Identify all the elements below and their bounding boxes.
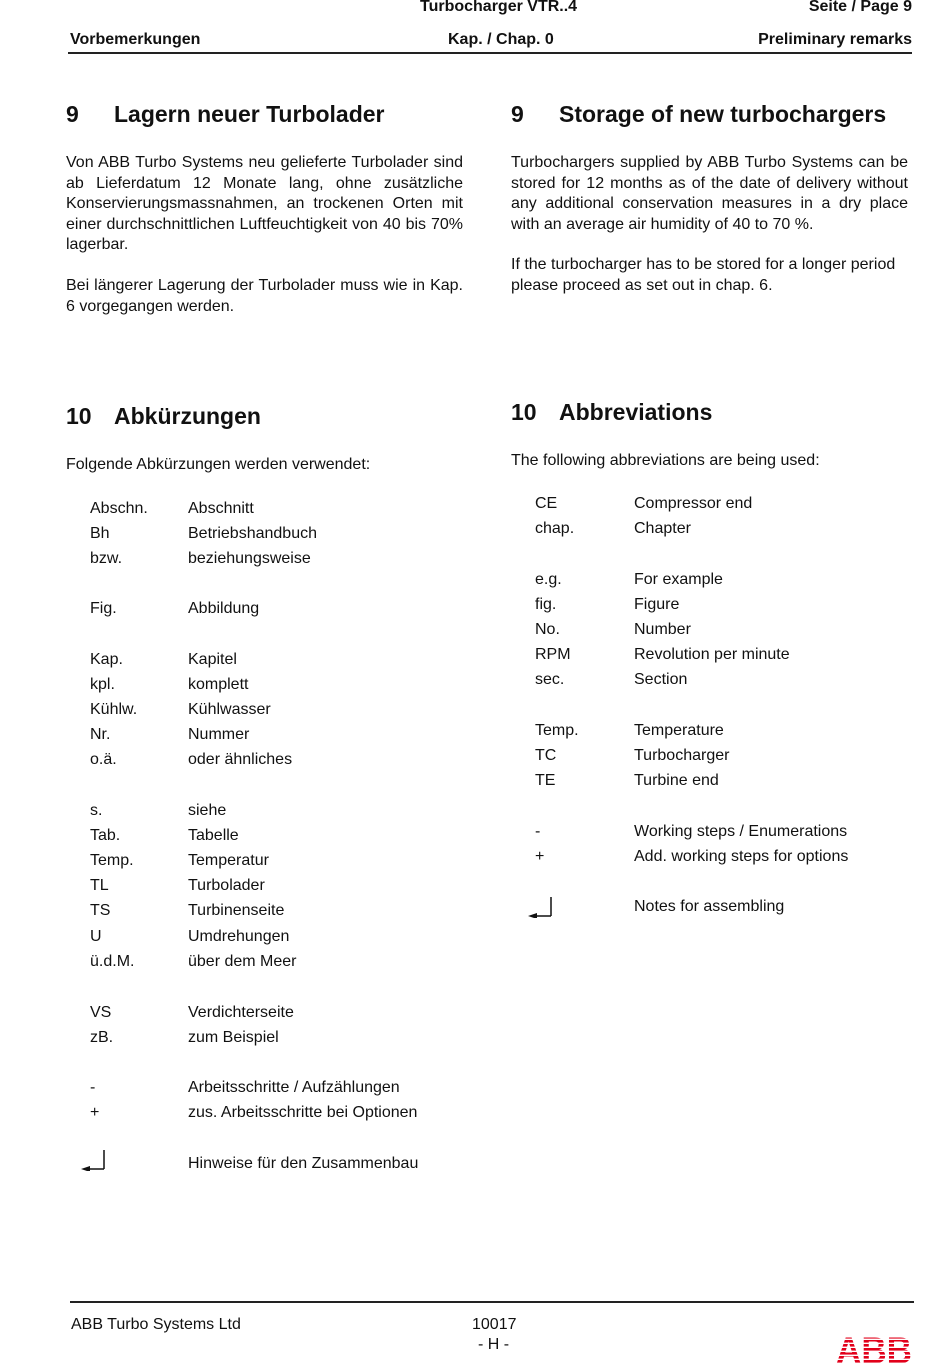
abbreviation: +: [90, 1104, 100, 1121]
abbreviation: kpl.: [90, 676, 115, 693]
list-item: [90, 1003, 470, 1023]
list-item: [90, 599, 470, 619]
abbreviations-intro-en: The following abbreviations are being used:: [511, 452, 820, 469]
list-item: [535, 570, 915, 590]
abbreviation-meaning: Betriebshandbuch: [188, 525, 317, 542]
abbreviation-meaning: Revolution per minute: [634, 646, 790, 663]
abbreviation-meaning: beziehungsweise: [188, 550, 311, 567]
storage-paragraph-de: Von ABB Turbo Systems neu gelieferte Turbolader sind ab Lieferdatum 12 Monate lang, ohne zusätzliche Konservierungsmassnahmen, an trockenen Orten mit einer durchschnittlichen Luftfeuchtigkeit von 40 bis 70% lagerbar.: [66, 154, 463, 253]
abbreviation-meaning: Figure: [634, 596, 680, 613]
abbreviation: RPM: [535, 646, 571, 663]
list-item: [535, 771, 915, 791]
section-title: Abkürzungen: [114, 403, 261, 429]
list-item: [535, 645, 915, 665]
assembly-arrow-icon: [80, 1149, 106, 1171]
list-item: [90, 524, 470, 544]
abbreviation-meaning: komplett: [188, 676, 249, 693]
svg-text:ABB: ABB: [836, 1332, 912, 1364]
abbreviation-meaning: über dem Meer: [188, 953, 297, 970]
list-item: [90, 1078, 470, 1098]
abbreviation-meaning: Umdrehungen: [188, 928, 290, 945]
abbreviation: No.: [535, 621, 560, 638]
assembly-arrow-icon: [527, 896, 553, 918]
list-item: [90, 725, 470, 745]
list-item: [535, 746, 915, 766]
list-item: [90, 650, 470, 670]
list-item: [90, 549, 470, 569]
list-item: [535, 721, 915, 741]
abbreviation-meaning: Section: [634, 671, 688, 688]
section-title: Lagern neuer Turbolader: [114, 101, 385, 127]
abbreviation: Temp.: [535, 722, 579, 739]
section-title: Abbreviations: [559, 399, 713, 425]
abbreviation: -: [535, 823, 541, 840]
abbreviation: Bh: [90, 525, 110, 542]
footer-rule: [70, 1301, 914, 1303]
abbreviation: Kühlw.: [90, 701, 138, 718]
abbreviation: sec.: [535, 671, 565, 688]
abbreviation-meaning: Abbildung: [188, 600, 260, 617]
list-item: [535, 519, 915, 539]
storage-note-de: Bei längerer Lagerung der Turbolader muss wie in Kap. 6 vorgegangen werden.: [66, 277, 463, 315]
abbreviation-meaning: Working steps / Enumerations: [634, 823, 848, 840]
abbreviation-meaning: Abschnitt: [188, 500, 254, 517]
section-10-heading-en: [511, 399, 712, 426]
abbreviation-meaning: Compressor end: [634, 495, 753, 512]
abbreviation-meaning: Arbeitsschritte / Aufzählungen: [188, 1079, 400, 1096]
revision-label: - H -: [478, 1336, 510, 1353]
section-9-heading-de: [66, 101, 385, 128]
abbreviation-meaning: Turbinenseite: [188, 902, 285, 919]
abbreviation-meaning: Kapitel: [188, 651, 237, 668]
section-10-heading-de: [66, 403, 261, 430]
storage-note-en: If the turbocharger has to be stored for a longer period please proceed as set out in chap. 6.: [511, 256, 896, 294]
abbreviation: +: [535, 848, 545, 865]
abbreviation: Nr.: [90, 726, 111, 743]
abbreviation: Abschn.: [90, 500, 148, 517]
abbreviation: zB.: [90, 1029, 114, 1046]
abb-logo: [835, 1332, 913, 1364]
section-9-heading-en: [511, 101, 886, 128]
list-item: [90, 499, 470, 519]
list-item: [535, 822, 915, 842]
abbreviation-meaning: Chapter: [634, 520, 691, 537]
list-item: [90, 700, 470, 720]
abbreviation-meaning: zum Beispiel: [188, 1029, 279, 1046]
list-item: [535, 670, 915, 690]
abbreviation-meaning: zus. Arbeitsschritte bei Optionen: [188, 1104, 418, 1121]
abbreviation: U: [90, 928, 102, 945]
document-title: Turbocharger VTR..4: [420, 0, 578, 15]
abbreviation: chap.: [535, 520, 575, 537]
list-item: [535, 620, 915, 640]
list-item: [90, 675, 470, 695]
section-number: 9: [66, 101, 79, 127]
abbreviation: Kap.: [90, 651, 123, 668]
abbreviation-meaning: Kühlwasser: [188, 701, 271, 718]
abbreviation-meaning: oder ähnliches: [188, 751, 293, 768]
assembly-note-en: Notes for assembling: [634, 898, 785, 915]
abbreviation-meaning: Turbolader: [188, 877, 265, 894]
abbreviation: fig.: [535, 596, 557, 613]
abbreviation-meaning: Turbocharger: [634, 747, 730, 764]
abbreviation-meaning: Temperatur: [188, 852, 269, 869]
abbreviation: e.g.: [535, 571, 562, 588]
abbreviation-meaning: Add. working steps for options: [634, 848, 849, 865]
company-name: ABB Turbo Systems Ltd: [71, 1316, 241, 1333]
assembly-note-de: Hinweise für den Zusammenbau: [188, 1155, 419, 1172]
list-item: [90, 750, 470, 770]
list-item: [90, 876, 470, 896]
list-item: [535, 494, 915, 514]
chapter-label: Kap. / Chap. 0: [448, 31, 554, 48]
section-number: 9: [511, 101, 524, 127]
abbreviation-meaning: For example: [634, 571, 723, 588]
abbreviation-meaning: Turbine end: [634, 772, 719, 789]
abbreviation: -: [90, 1079, 96, 1096]
abbreviation: TE: [535, 772, 556, 789]
list-item: [535, 847, 915, 867]
list-item: [90, 927, 470, 947]
list-item: [90, 1028, 470, 1048]
list-item: [90, 801, 470, 821]
abbreviation: Tab.: [90, 827, 121, 844]
abbreviation: ü.d.M.: [90, 953, 135, 970]
abbreviation-meaning: Number: [634, 621, 691, 638]
document-number: 10017: [472, 1316, 517, 1333]
abbreviations-intro-de: Folgende Abkürzungen werden verwendet:: [66, 456, 371, 473]
list-item: [535, 595, 915, 615]
left-section-label: Vorbemerkungen: [70, 31, 201, 48]
abbreviation: Fig.: [90, 600, 117, 617]
page-number: Seite / Page 9: [808, 0, 912, 15]
abbreviation: bzw.: [90, 550, 123, 567]
list-item: [90, 901, 470, 921]
list-item: [90, 952, 470, 972]
abbreviation: CE: [535, 495, 558, 512]
abbreviation: s.: [90, 802, 103, 819]
section-number: 10: [66, 403, 92, 429]
abbreviation: TS: [90, 902, 111, 919]
abbreviation: TC: [535, 747, 557, 764]
list-item: [90, 826, 470, 846]
abbreviation-meaning: Verdichterseite: [188, 1004, 294, 1021]
section-title: Storage of new turbochargers: [559, 101, 887, 127]
abbreviation: TL: [90, 877, 109, 894]
abbreviation-meaning: siehe: [188, 802, 227, 819]
abbreviation: Temp.: [90, 852, 134, 869]
section-number: 10: [511, 399, 537, 425]
abbreviation-meaning: Tabelle: [188, 827, 239, 844]
abbreviation-meaning: Nummer: [188, 726, 250, 743]
right-section-label: Preliminary remarks: [758, 31, 912, 48]
header-rule: [68, 52, 912, 54]
list-item: [90, 1103, 470, 1123]
storage-paragraph-en: Turbochargers supplied by ABB Turbo Systems can be stored for 12 months as of the date of delivery without any additional conservation measures in a dry place with an average air humidity of 40 to 70 %.: [511, 154, 908, 233]
abbreviation: o.ä.: [90, 751, 117, 768]
abbreviation-meaning: Temperature: [634, 722, 724, 739]
list-item: [90, 851, 470, 871]
abbreviation: VS: [90, 1004, 112, 1021]
